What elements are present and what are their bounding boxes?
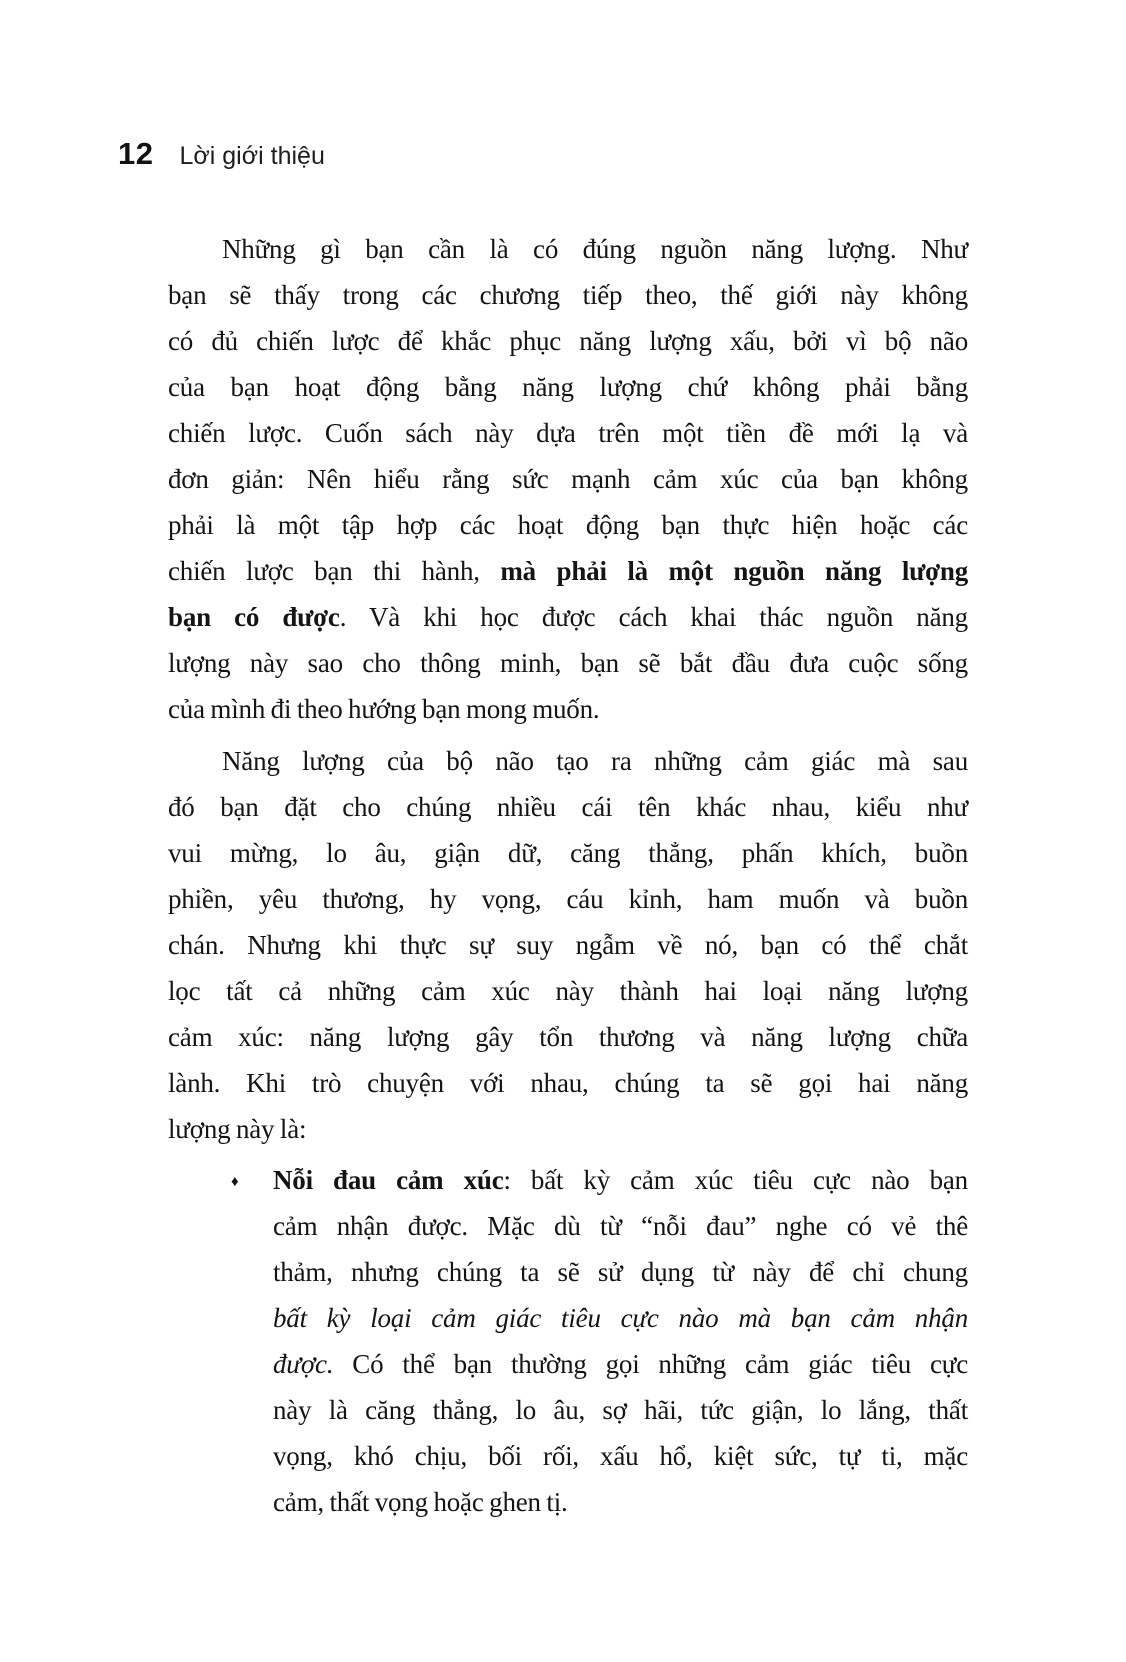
text-line: [273, 1157, 968, 1203]
text-segment: của mình đi theo hướng bạn mong muốn.: [168, 694, 600, 724]
text-block: [168, 226, 968, 1525]
text-segment: chiến lược bạn thi hành,: [168, 556, 501, 586]
text-line: [168, 686, 968, 732]
bullet-diamond-icon: ♦: [231, 1174, 239, 1190]
text-line: [273, 1341, 968, 1387]
text-segment: đó bạn đặt cho chúng nhiều cái tên khác nhau, kiểu như: [168, 792, 968, 822]
text-line: [168, 640, 968, 686]
text-line: [273, 1387, 968, 1433]
text-line: [168, 738, 968, 784]
text-line: [168, 1106, 968, 1152]
text-line: [273, 1203, 968, 1249]
text-segment: cảm, thất vọng hoặc ghen tị.: [273, 1487, 568, 1517]
text-segment: đơn giản: Nên hiểu rằng sức mạnh cảm xúc của bạn không: [168, 464, 968, 494]
page-number: 12: [118, 136, 154, 171]
text-line: [168, 1014, 968, 1060]
text-segment: vọng, khó chịu, bối rối, xấu hổ, kiệt sức, tự ti, mặc: [273, 1441, 968, 1471]
text-segment: . Và khi học được cách khai thác nguồn năng: [339, 602, 968, 632]
text-line: [273, 1295, 968, 1341]
page-header: [118, 136, 325, 172]
text-segment: chán. Nhưng khi thực sự suy ngẫm về nó, bạn có thể chắt: [168, 930, 968, 960]
text-line: [168, 922, 968, 968]
text-line: [168, 594, 968, 640]
text-segment: này là căng thẳng, lo âu, sợ hãi, tức giận, lo lắng, thất: [273, 1395, 968, 1425]
text-line: [168, 830, 968, 876]
text-segment: có đủ chiến lược để khắc phục năng lượng xấu, bởi vì bộ não: [168, 326, 968, 356]
text-line: [168, 410, 968, 456]
text-segment: vui mừng, lo âu, giận dữ, căng thẳng, phấn khích, buồn: [168, 838, 968, 868]
text-segment: lượng này là:: [168, 1114, 307, 1144]
text-line: [168, 456, 968, 502]
bold-text: mà phải là một nguồn năng lượng: [500, 556, 969, 586]
text-line: [273, 1249, 968, 1295]
text-line: [168, 318, 968, 364]
text-line: [168, 272, 968, 318]
bullet-item: [168, 1157, 968, 1525]
text-line: [273, 1433, 968, 1479]
text-segment: bạn sẽ thấy trong các chương tiếp theo, thế giới này không: [168, 280, 968, 310]
text-line: [168, 784, 968, 830]
paragraph: [168, 738, 968, 1152]
text-segment: lượng này sao cho thông minh, bạn sẽ bắt đầu đưa cuộc sống: [168, 648, 968, 678]
text-line: [168, 548, 968, 594]
text-line: [273, 1479, 968, 1525]
bold-text: bạn có được: [168, 602, 340, 632]
text-segment: Năng lượng của bộ não tạo ra những cảm giác mà sau: [222, 746, 968, 776]
italic-text: bất kỳ loại cảm giác tiêu cực nào mà bạn cảm nhận: [273, 1303, 968, 1333]
text-segment: thảm, nhưng chúng ta sẽ sử dụng từ này để chỉ chung: [273, 1257, 968, 1287]
text-segment: phiền, yêu thương, hy vọng, cáu kỉnh, ham muốn và buồn: [168, 884, 968, 914]
paragraph: [168, 226, 968, 732]
text-segment: : bất kỳ cảm xúc tiêu cực nào bạn: [503, 1165, 968, 1195]
text-segment: của bạn hoạt động bằng năng lượng chứ không phải bằng: [168, 372, 968, 402]
text-segment: lành. Khi trò chuyện với nhau, chúng ta sẽ gọi hai năng: [168, 1068, 968, 1098]
text-segment: cảm xúc: năng lượng gây tổn thương và năng lượng chữa: [168, 1022, 968, 1052]
text-line: [168, 502, 968, 548]
text-segment: Có thể bạn thường gọi những cảm giác tiêu cực: [333, 1349, 968, 1379]
text-line: [168, 876, 968, 922]
text-line: [168, 364, 968, 410]
text-segment: cảm nhận được. Mặc dù từ “nỗi đau” nghe có vẻ thê: [273, 1211, 968, 1241]
text-segment: lọc tất cả những cảm xúc này thành hai loại năng lượng: [168, 976, 968, 1006]
text-segment: phải là một tập hợp các hoạt động bạn thực hiện hoặc các: [168, 510, 968, 540]
italic-text: được.: [273, 1349, 334, 1379]
text-segment: chiến lược. Cuốn sách này dựa trên một tiền đề mới lạ và: [168, 418, 968, 448]
text-line: [168, 1060, 968, 1106]
bold-text: Nỗi đau cảm xúc: [273, 1165, 504, 1195]
text-line: [168, 968, 968, 1014]
text-line: [168, 226, 968, 272]
section-title: Lời giới thiệu: [179, 142, 325, 170]
text-segment: Những gì bạn cần là có đúng nguồn năng lượng. Như: [222, 234, 968, 264]
